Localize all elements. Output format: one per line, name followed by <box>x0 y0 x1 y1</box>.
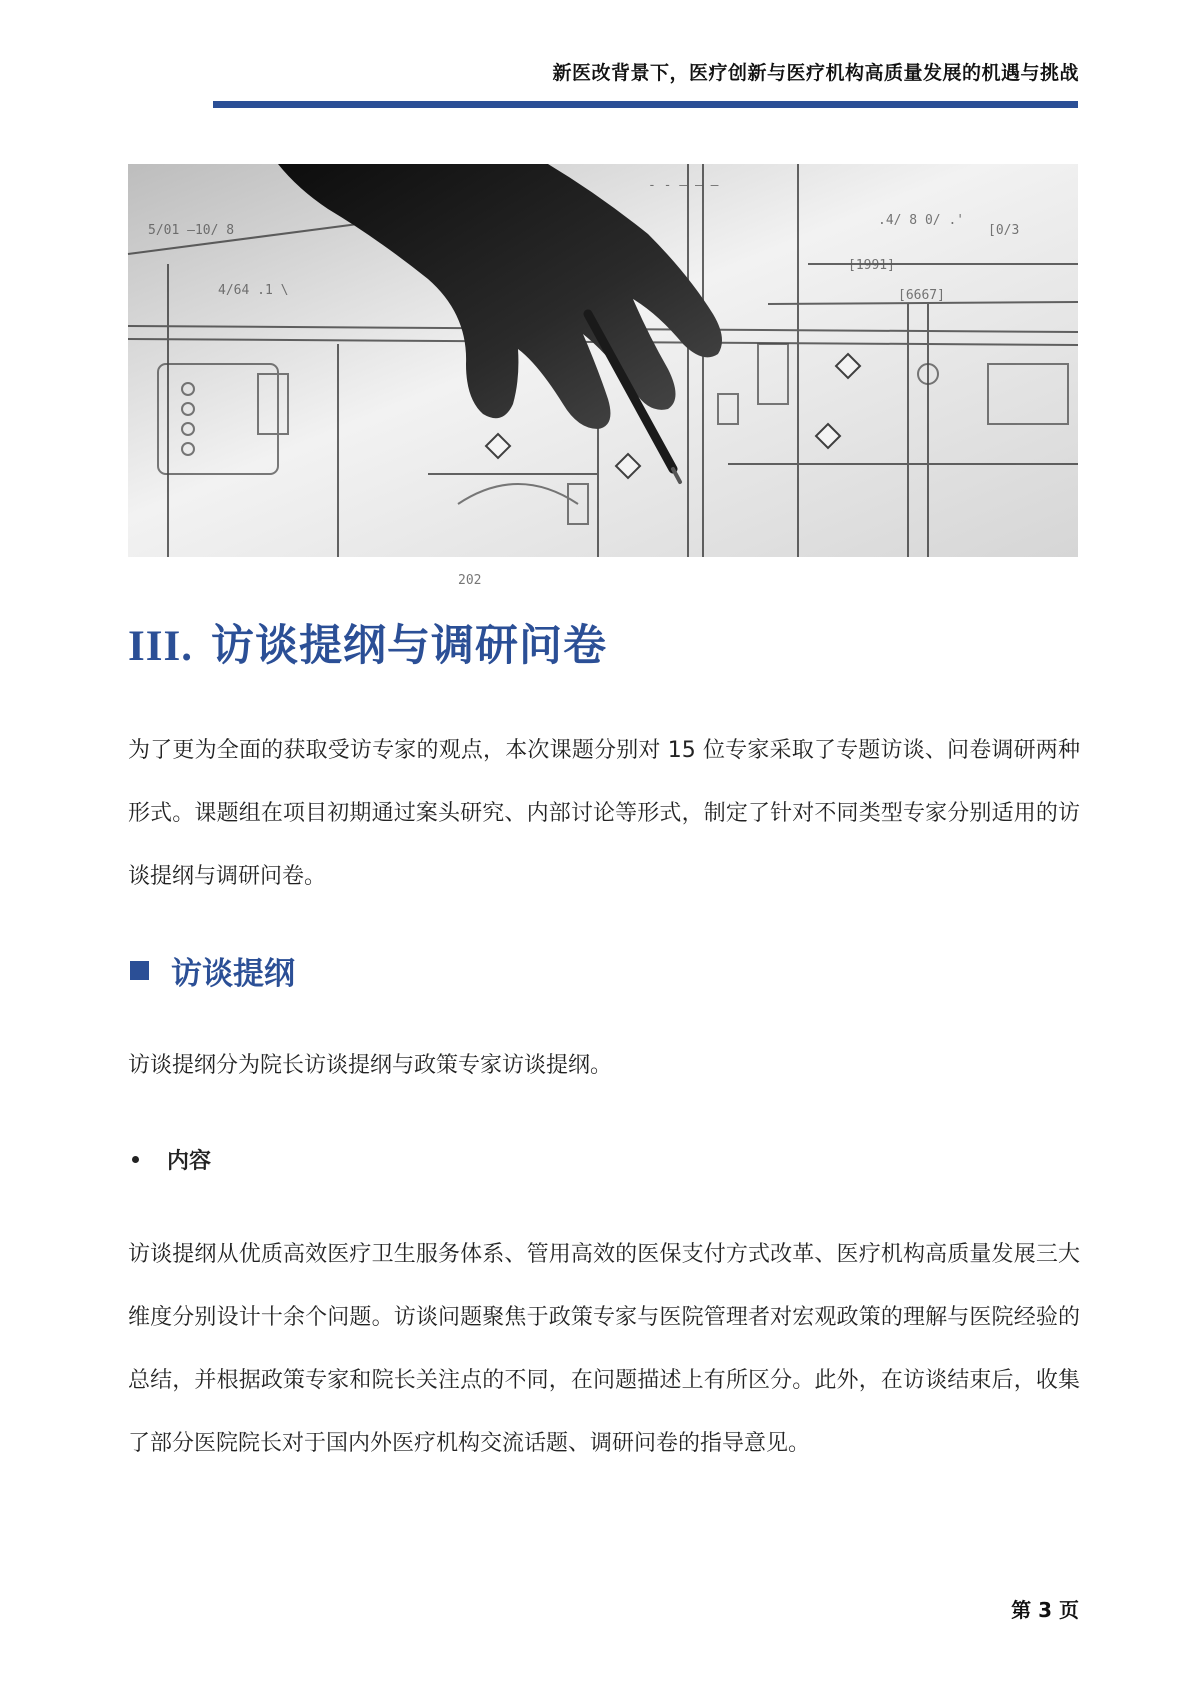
bullet-dot-icon <box>132 1156 139 1163</box>
subsection-title: 访谈提纲 <box>171 956 295 992</box>
hero-image <box>128 164 1078 588</box>
square-bullet-icon <box>130 961 149 980</box>
svg-text:4/64 .1 \: 4/64 .1 \ <box>218 283 289 298</box>
subsection-heading <box>130 948 295 993</box>
section-title <box>128 612 607 673</box>
section-numeral: III. <box>128 623 193 670</box>
svg-text:.4/ 8 0/ .': .4/ 8 0/ .' <box>878 213 965 228</box>
svg-text:202: 202 <box>458 573 482 588</box>
section-intro-paragraph: 为了更为全面的获取受访专家的观点，本次课题分别对 15 位专家采取了专题访谈、问卷调研两种形式。课题组在项目初期通过案头研究、内部讨论等形式，制定了针对不同类型专家分别适用的访谈提纲与调研问卷。 <box>128 738 1080 889</box>
page-number: 第 3 页 <box>1011 1598 1079 1622</box>
content-body-paragraph: 访谈提纲从优质高效医疗卫生服务体系、管用高效的医保支付方式改革、医疗机构高质量发展三大维度分别设计十余个问题。访谈问题聚焦于政策专家与医院管理者对宏观政策的理解与医院经验的总结，并根据政策专家和院长关注点的不同，在问题描述上有所区分。此外，在访谈结束后，收集了部分医院院长对于国内外医疗机构交流话题、调研问卷的指导意见。 <box>128 1242 1080 1456</box>
section-title-text: 访谈提纲与调研问卷 <box>210 621 607 671</box>
svg-text:[6667]: [6667] <box>898 288 945 303</box>
svg-text:[0/3: [0/3 <box>988 223 1020 238</box>
header-title: 新医改背景下，医疗创新与医疗机构高质量发展的机遇与挑战 <box>552 62 1079 84</box>
content-heading-text: 内容 <box>167 1149 212 1174</box>
svg-text:- - — — —: - - — — — <box>648 178 719 193</box>
svg-text:[1991]: [1991] <box>848 258 895 273</box>
subsection-intro-paragraph: 访谈提纲分为院长访谈提纲与政策专家访谈提纲。 <box>128 1053 613 1078</box>
content-heading <box>128 1144 211 1175</box>
header-rule <box>213 101 1078 108</box>
svg-text:5/01 —10/ 8: 5/01 —10/ 8 <box>148 223 235 238</box>
blueprint-photo <box>128 164 1078 588</box>
